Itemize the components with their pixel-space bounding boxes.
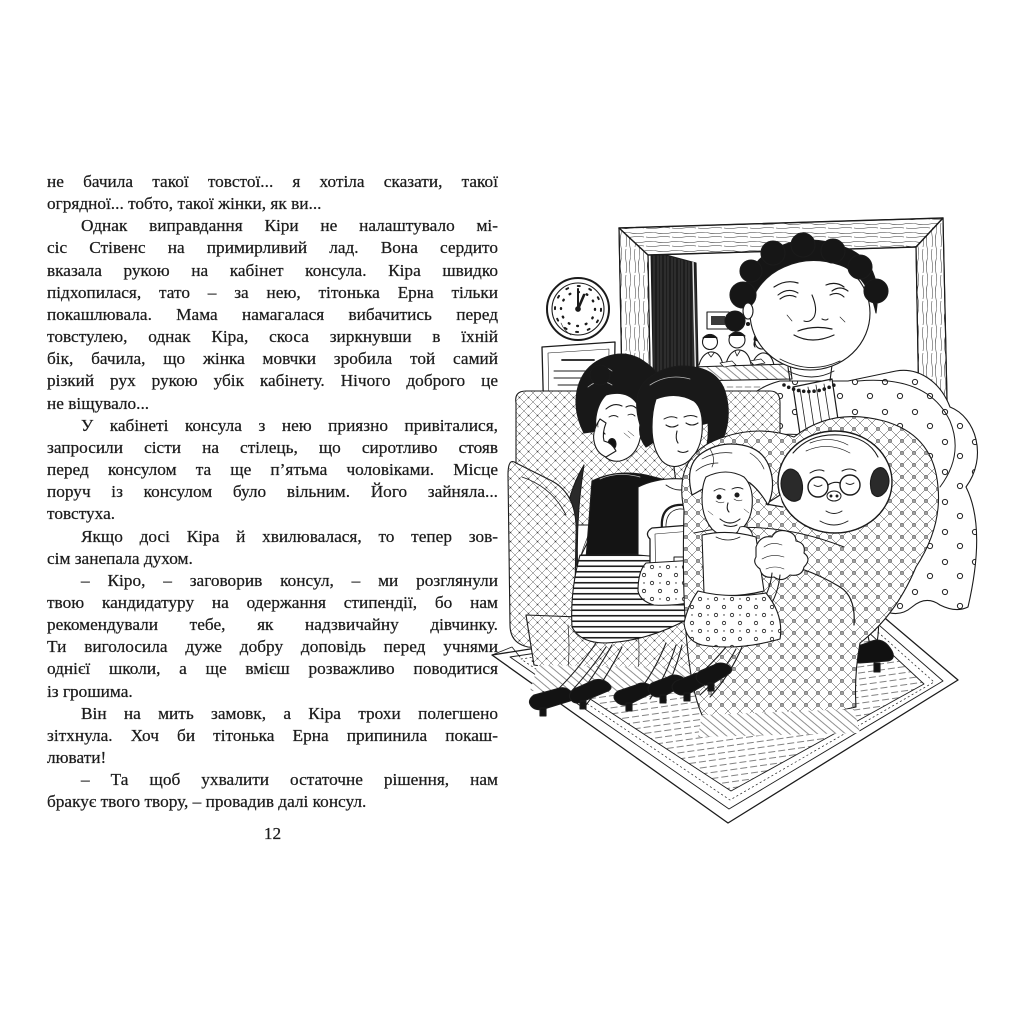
text-line: не віщувало...: [47, 393, 150, 413]
text-line: поруч із консулом було вільним. Його зайняла...: [47, 482, 498, 502]
wall-clock: [547, 278, 609, 340]
text-line: сім занепала духом.: [47, 548, 193, 568]
text-line: товстулею, однак Кіра, скоса зиркнувши в їхній: [47, 327, 498, 347]
text-line: лювати!: [47, 748, 107, 768]
text-line: запросили сісти на стілець, що сиротливо стояв: [47, 437, 498, 457]
text-line: – Та щоб ухвалити остаточне рішення, нам: [81, 770, 498, 790]
text-line: сіс Стівенс на примирливий лад. Вона сердито: [47, 238, 498, 258]
text-line: огрядної... тобто, такої жінки, як ви...: [47, 194, 322, 214]
text-line: перед консулом та ще п’ятьма чоловіками. Місце: [47, 460, 498, 480]
text-line: – Кіро, – заговорив консул, – ми розглянули: [81, 570, 498, 590]
text-line: Однак виправдання Кіри не налаштувало мі-: [81, 216, 498, 236]
text-column: [47, 171, 498, 814]
page-number: 12: [263, 824, 282, 843]
text-line: твою кандидатуру на одержання стипендії, бо нам: [47, 592, 498, 612]
text-line: Якщо досі Кіра й хвилювалася, то тепер зов-: [81, 526, 498, 546]
text-line: бік, бачила, що жінка мовчки зробила той самий: [47, 349, 498, 369]
text-line: із грошима.: [47, 681, 133, 701]
text-line: бракує твого твору, – провадив далі консул.: [47, 792, 367, 812]
book-illustration: [488, 195, 990, 840]
text-line: підхопилася, тато – за нею, тітонька Ерна тільки: [47, 282, 498, 302]
text-line: рекомендували тебе, як надзвичайну дівчинку.: [47, 615, 498, 635]
text-line: покашлювала. Мама намагалася вибачитись перед: [47, 304, 498, 324]
text-line: У кабінеті консула з нею приязно привіталися,: [81, 415, 498, 435]
text-line: однієї школи, а ще вмієш розважливо поводитися: [47, 659, 498, 679]
text-line: Ти виголосила дуже добру доповідь перед учнями: [47, 637, 498, 657]
text-line: зітхнула. Хоч би тітонька Ерна припинила покаш-: [47, 725, 498, 745]
text-line: різкий рух рукою убік кабінету. Нічого доброго це: [47, 371, 498, 391]
text-line: вказала рукою на кабінет консула. Кіра швидко: [47, 260, 498, 280]
text-line: товстуха.: [47, 504, 116, 524]
text-line: Він на мить замовк, а Кіра трохи полегшено: [81, 703, 498, 723]
text-line: не бачила такої товстої... я хотіла сказати, такої: [47, 172, 498, 191]
